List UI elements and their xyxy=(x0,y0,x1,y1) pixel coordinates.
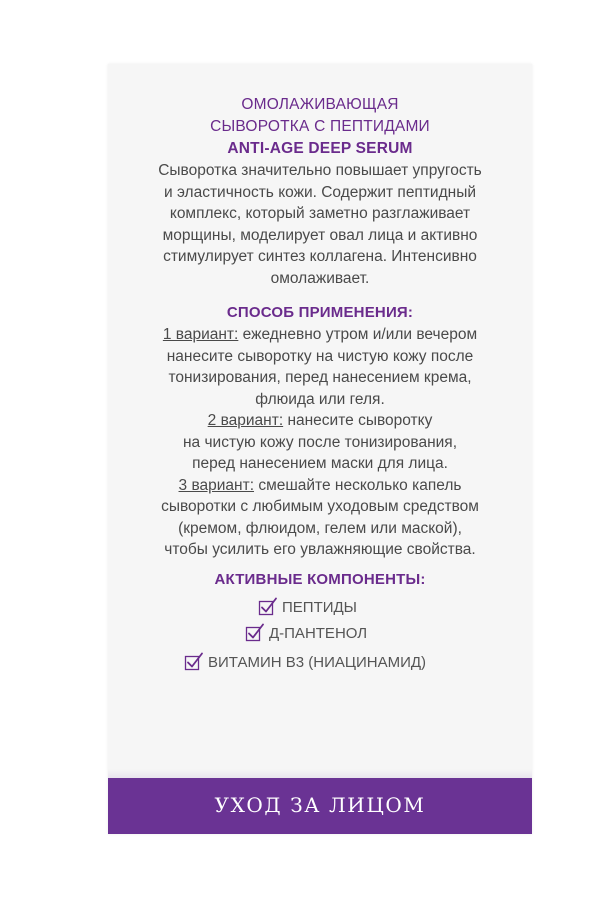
description-line: омолаживает. xyxy=(270,269,370,287)
component-item xyxy=(258,597,357,617)
checkbox-check-icon xyxy=(245,623,265,643)
component-label: ПЕПТИДЫ xyxy=(282,598,357,616)
component-item xyxy=(245,623,367,643)
active-components-heading: АКТИВНЫЕ КОМПОНЕНТЫ: xyxy=(214,571,426,588)
variant1-label: 1 вариант: xyxy=(162,326,239,343)
component-label: ВИТАМИН В3 (НИАЦИНАМИД) xyxy=(208,653,427,671)
product-title-line2: СЫВОРОТКА С ПЕПТИДАМИ xyxy=(210,118,430,135)
usage-heading: СПОСОБ ПРИМЕНЕНИЯ: xyxy=(226,304,414,321)
description-line: комплекс, который заметно разглаживает xyxy=(169,205,471,222)
category-band xyxy=(108,778,532,834)
product-title-line1: ОМОЛАЖИВАЮЩАЯ xyxy=(241,96,399,113)
product-subtitle: ANTI-AGE DEEP SERUM xyxy=(227,140,413,157)
usage-line: флюида или геля. xyxy=(255,390,385,408)
usage-line: сыворотки с любимым уходовым средством xyxy=(161,498,479,515)
usage-instructions xyxy=(108,324,532,561)
component-item xyxy=(184,652,426,672)
usage-line xyxy=(108,475,532,497)
usage-line: чтобы усилить его увлажняющие свойства. xyxy=(164,541,476,558)
description-line: стимулирует синтез коллагена. Интенсивно xyxy=(163,248,477,265)
component-label: Д-ПАНТЕНОЛ xyxy=(269,624,368,642)
usage-line: перед нанесением маски для лица. xyxy=(192,455,448,472)
variant3-label: 3 вариант: xyxy=(178,476,255,494)
description-line: Сыворотка значительно повышает упругость xyxy=(158,162,482,179)
band-shadow xyxy=(108,769,532,778)
usage-line xyxy=(108,324,532,346)
usage-line: нанесите сыворотку на чистую кожу после xyxy=(166,347,474,365)
checkbox-check-icon xyxy=(184,652,204,672)
checkbox-check-icon xyxy=(258,597,278,617)
variant1-text: ежедневно утром и/или вечером xyxy=(238,326,478,343)
variant3-text: смешайте несколько капель xyxy=(254,476,462,494)
usage-line xyxy=(108,410,532,432)
usage-line: на чистую кожу после тонизирования, xyxy=(182,433,458,451)
description-line: и эластичность кожи. Содержит пептидный xyxy=(164,183,476,201)
product-description xyxy=(108,160,532,289)
package-panel xyxy=(108,64,532,834)
variant2-text: нанесите сыворотку xyxy=(283,412,433,429)
description-line: морщины, моделирует овал лица и активно xyxy=(162,226,478,244)
usage-line: тонизирования, перед нанесением крема, xyxy=(168,369,472,386)
category-label: УХОД ЗА ЛИЦОМ xyxy=(214,793,426,817)
variant2-label: 2 вариант: xyxy=(207,412,284,429)
usage-line: (кремом, флюидом, гелем или маской), xyxy=(178,519,462,537)
